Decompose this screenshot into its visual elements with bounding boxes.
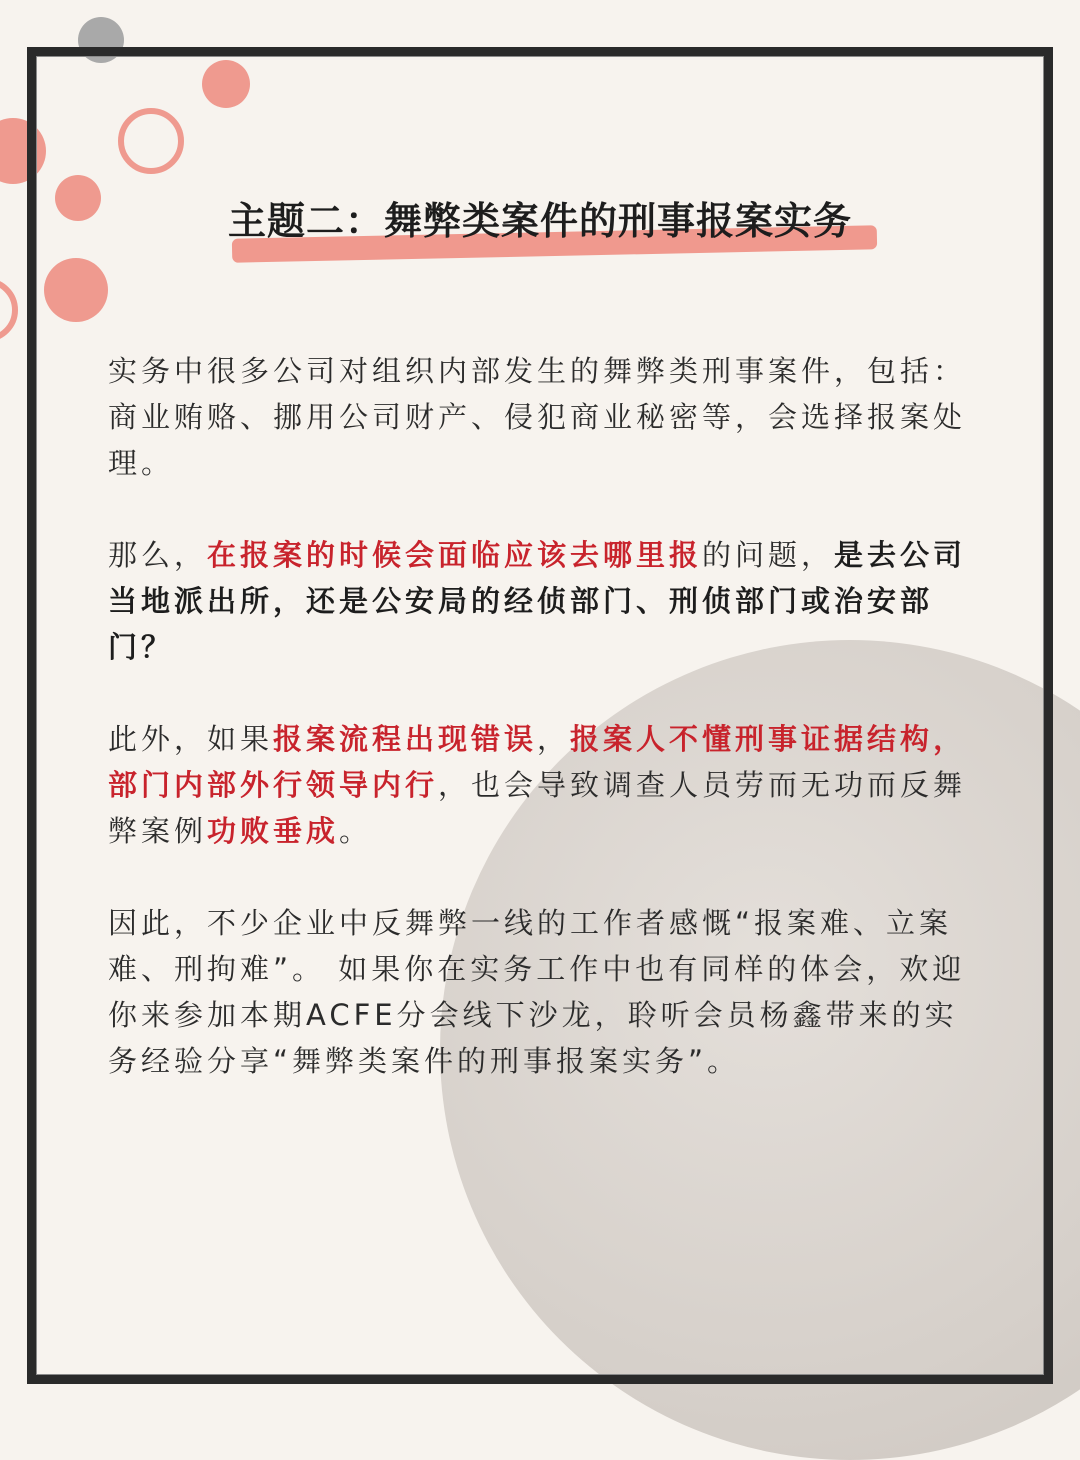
paragraph-intro: 实务中很多公司对组织内部发生的舞弊类刑事案件，包括：商业贿赂、挪用公司财产、侵犯商业秘密等，会选择报案处理。 xyxy=(108,354,967,480)
text-segment: 那么， xyxy=(108,538,208,572)
text-segment: ， xyxy=(933,722,967,756)
text-segment: ， xyxy=(537,722,571,756)
paragraph-invitation: 因此，不少企业中反舞弊一线的工作者感慨“报案难、立案难、刑拘难”。 如果你在实务工作中也有同样的体会，欢迎你来参加本期ACFE分会线下沙龙，聆听会员杨鑫带来的实务经验分享“舞弊类案件的刑事报案实务”。 xyxy=(108,906,966,1078)
highlight-red: 功败垂成 xyxy=(207,814,340,848)
coral-ring-decoration xyxy=(0,278,18,342)
highlight-bold: 是去公司当地派出所，还是公安局的经侦部门、刑侦部门或治安部门？ xyxy=(108,538,967,664)
highlight-red: 部门内部外行领导内行 xyxy=(108,768,439,802)
article-body xyxy=(108,348,968,1130)
highlight-red: 在报案的时候会面临应该去哪里报 xyxy=(207,538,703,572)
highlight-red: 报案流程出现错误 xyxy=(273,722,538,756)
paragraph-problems xyxy=(108,716,968,854)
paragraph-question xyxy=(108,532,968,670)
text-segment: 。 xyxy=(339,814,373,848)
title-container xyxy=(0,190,1080,245)
page-title: 主题二：舞弊类案件的刑事报案实务 xyxy=(227,199,852,243)
highlight-red: 报案人不懂刑事证据结构 xyxy=(570,722,934,756)
text-segment: 的问题， xyxy=(702,538,835,572)
text-segment: ，也会导致调查人员劳而无功而反舞弊案例 xyxy=(108,768,967,848)
text-segment: 此外，如果 xyxy=(108,722,274,756)
